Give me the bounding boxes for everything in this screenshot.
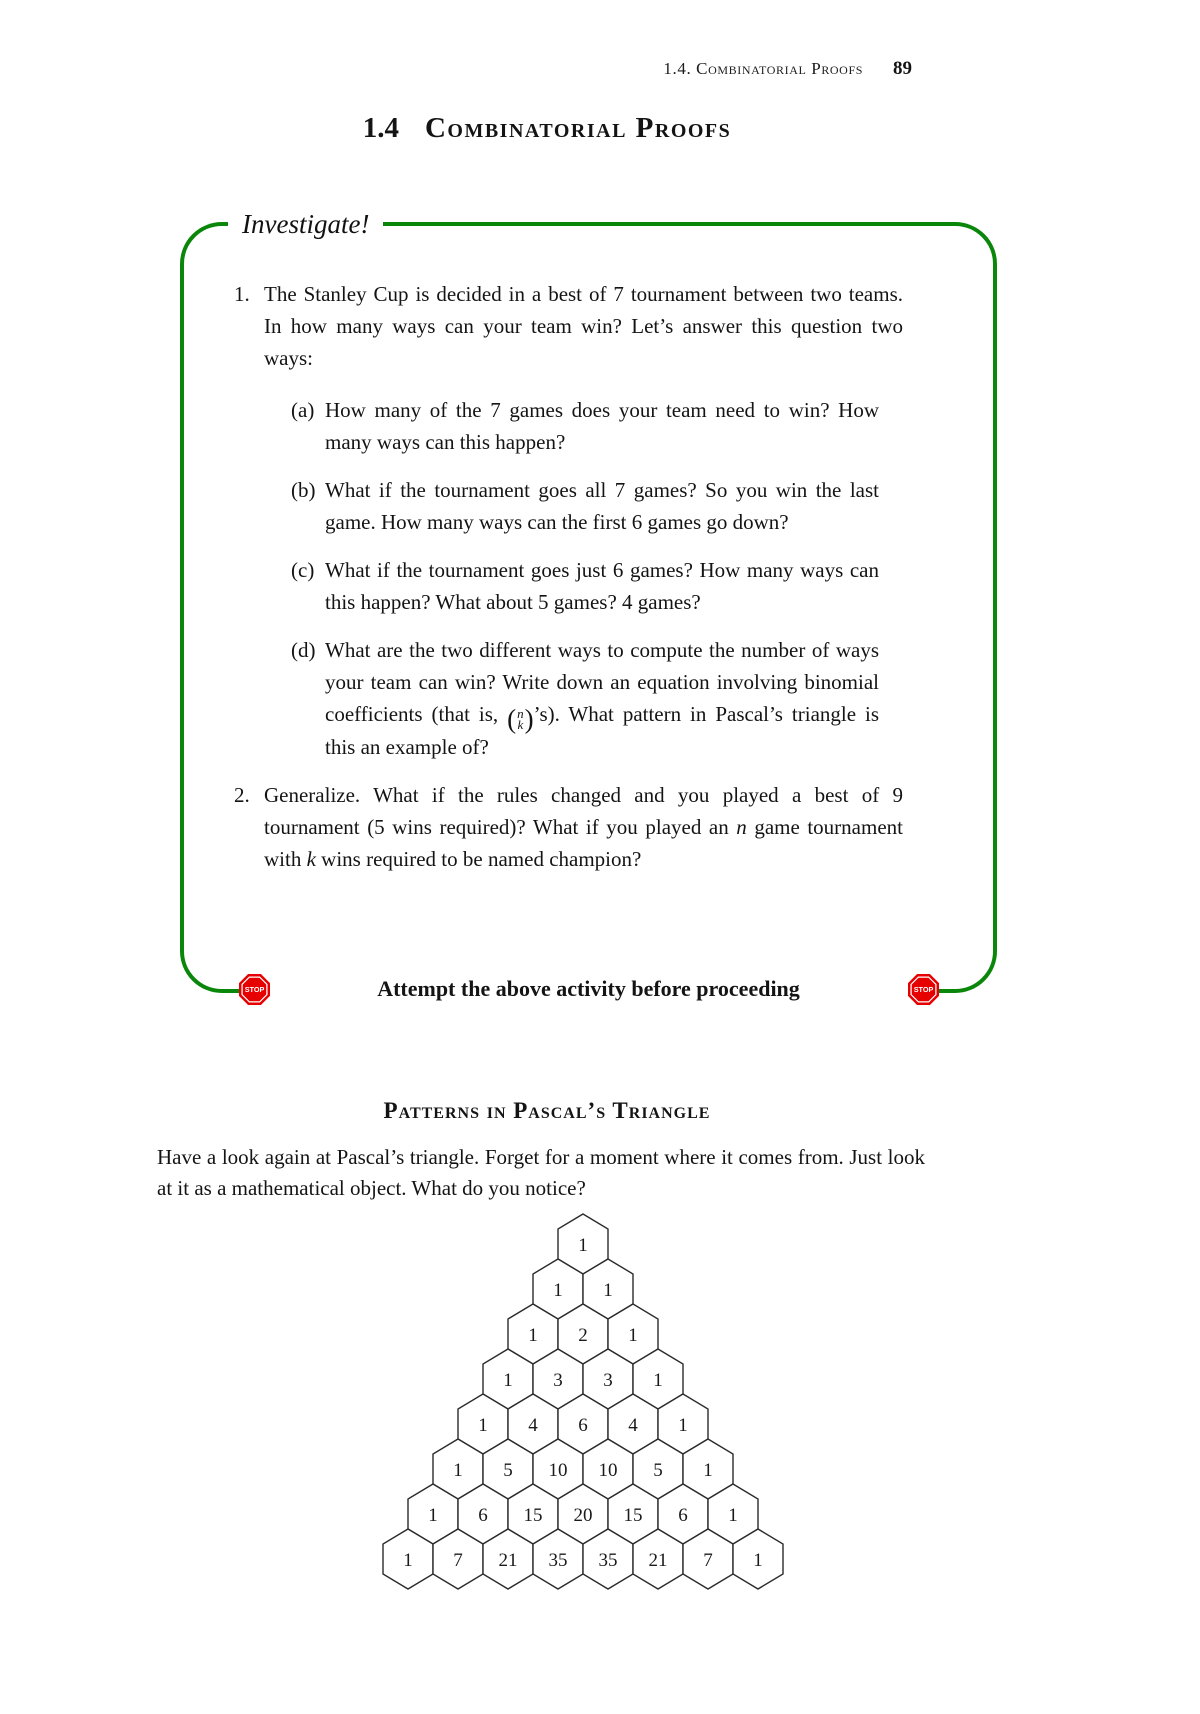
pascal-cell-value: 3 <box>603 1370 613 1391</box>
pascal-cell-value: 7 <box>703 1550 713 1571</box>
stop-sign-icon <box>908 974 939 1005</box>
pascal-cell-value: 6 <box>578 1415 588 1436</box>
investigate-label: Investigate! <box>228 204 383 244</box>
stop-sign-text: STOP <box>913 984 933 994</box>
stop-sign-text: STOP <box>244 984 264 994</box>
pascal-cell-value: 7 <box>453 1550 463 1571</box>
pascal-cell-value: 6 <box>478 1505 488 1526</box>
section-number: 1.4 <box>362 112 399 144</box>
text-segment: game tournament with <box>264 815 903 871</box>
pascal-cell-value: 10 <box>548 1460 568 1481</box>
pascal-cell-value: 3 <box>553 1370 563 1391</box>
pascal-cell-value: 15 <box>523 1505 543 1526</box>
subitem-label: (d) <box>291 638 316 662</box>
pascal-cell-value: 4 <box>628 1415 638 1436</box>
pascal-cell-value: 1 <box>603 1280 613 1301</box>
pascal-cell-value: 1 <box>653 1370 663 1391</box>
subitem-text: What if the tournament goes just 6 games? How many ways can this happen? What about 5 games? 4 games? <box>325 558 879 614</box>
pascal-cell-value: 1 <box>703 1460 713 1481</box>
pascal-cell-value: 1 <box>678 1415 688 1436</box>
subitem-label: (c) <box>291 558 315 582</box>
subitem-label: (b) <box>291 478 316 502</box>
pascal-cell-value: 1 <box>628 1325 638 1346</box>
item-number: 2. <box>234 783 250 807</box>
pascal-cell-value: 5 <box>503 1460 513 1481</box>
pascal-cell-value: 1 <box>403 1550 413 1571</box>
binomial-coefficient: ( n k ) <box>507 704 534 734</box>
list-item-1d <box>291 634 879 763</box>
pascal-triangle-svg <box>363 1212 803 1594</box>
pascal-cell-value: 1 <box>578 1235 588 1256</box>
pascal-cell-value: 1 <box>753 1550 763 1571</box>
subitem-text: How many of the 7 games does your team need to win? How many ways can this happen? <box>325 398 879 454</box>
attempt-activity-text: Attempt the above activity before proceeding <box>377 976 800 1001</box>
pascal-cell-value: 6 <box>678 1505 688 1526</box>
list-item-1 <box>234 278 903 374</box>
pascal-cell-value: 1 <box>553 1280 563 1301</box>
list-item-2 <box>234 779 903 875</box>
pascal-cell-value: 5 <box>653 1460 663 1481</box>
pascal-cell-value: 1 <box>428 1505 438 1526</box>
text-segment: k <box>306 847 316 871</box>
item-text <box>264 779 903 875</box>
subitem-list <box>291 394 903 763</box>
subitem-text: What if the tournament goes all 7 games? So you win the last game. How many ways can the first 6 games go down? <box>325 478 879 534</box>
patterns-paragraph: Have a look again at Pascal’s triangle. Forget for a moment where it comes from. Just look at it as a mathematical object. What do you notice? <box>157 1145 925 1200</box>
pascal-cell-value: 4 <box>528 1415 538 1436</box>
text-segment: Generalize. What if the rules changed and you played a best of 9 tournament (5 wins required)? What if you played an <box>264 783 903 839</box>
pascal-cell-value: 15 <box>623 1505 643 1526</box>
pascal-cell-value: 1 <box>728 1505 738 1526</box>
section-title <box>157 112 937 145</box>
investigate-body <box>234 278 903 875</box>
section-title-text: Combinatorial Proofs <box>424 112 732 144</box>
item-text: The Stanley Cup is decided in a best of 7 tournament between two teams. In how many ways can your team win? Let’s answer this question two ways: <box>264 282 903 370</box>
pascal-cell-value: 1 <box>528 1325 538 1346</box>
text-segment: What are the two different ways to compute the number of ways your team can win? Write down an equation involving binomial coefficients (that is, <box>325 638 879 726</box>
pascal-cell-value: 1 <box>453 1460 463 1481</box>
header-section-ref: 1.4. Combinatorial Proofs <box>663 59 863 78</box>
page-header <box>663 58 912 80</box>
pascal-cell-value: 35 <box>598 1550 618 1571</box>
pascal-cell-value: 20 <box>573 1505 593 1526</box>
stop-sign-icon <box>239 974 270 1005</box>
patterns-heading: Patterns in Pascal’s Triangle <box>383 1098 711 1123</box>
pascal-cell-value: 2 <box>578 1325 588 1346</box>
pascal-cell-value: 1 <box>478 1415 488 1436</box>
attempt-activity-banner <box>239 973 939 1005</box>
pascal-triangle-figure <box>157 1212 937 1599</box>
pascal-cell-value: 1 <box>503 1370 513 1391</box>
pascal-cell-value: 21 <box>648 1550 668 1571</box>
subitem-label: (a) <box>291 398 315 422</box>
list-item-1c <box>291 554 879 618</box>
pascal-cell-value: 35 <box>548 1550 568 1571</box>
subitem-text <box>325 634 879 763</box>
investigate-box <box>180 209 997 1001</box>
header-page-number: 89 <box>893 58 912 79</box>
item-number: 1. <box>234 282 250 306</box>
text-segment: wins required to be named champion? <box>315 847 642 871</box>
text-segment: ’s). What pattern in Pascal’s triangle is this an example of? <box>325 702 879 759</box>
list-item-1a <box>291 394 879 458</box>
list-item-1b <box>291 474 879 538</box>
text-segment: n <box>736 815 747 839</box>
pascal-cell-value: 21 <box>498 1550 518 1571</box>
pascal-cell-value: 10 <box>598 1460 618 1481</box>
